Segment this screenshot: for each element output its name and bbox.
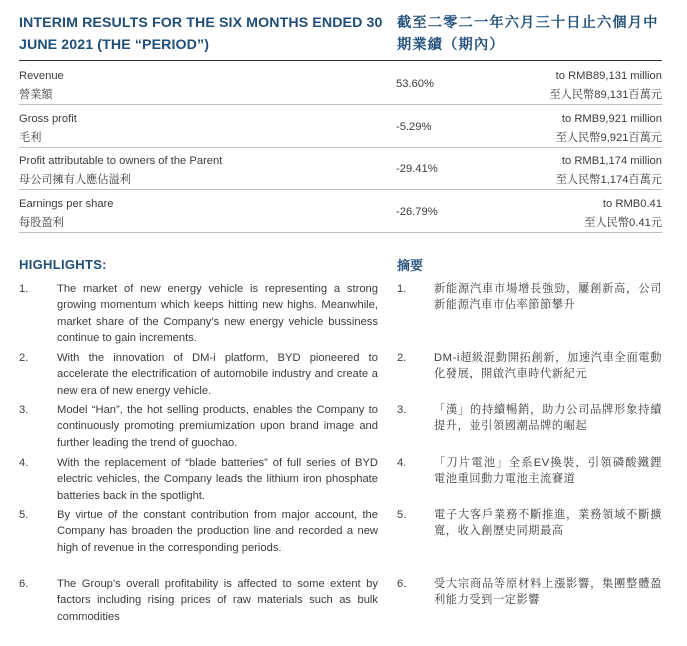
row-amount-zh: 至人民幣1,174百萬元 — [555, 174, 662, 186]
highlight-text-zh: DM-i超級混動開拓創新，加速汽車全面電動化發展，開啟汽車時代新紀元 — [434, 352, 662, 381]
header-title-en: INTERIM RESULTS FOR THE SIX MONTHS ENDED 30 JUNE 2021 (THE “PERIOD”) — [19, 15, 383, 53]
row-change: -5.29% — [396, 121, 432, 133]
highlight-text-zh: 「漢」的持續暢銷，助力公司品牌形象持續提升，並引領國潮品牌的崛起 — [434, 404, 662, 433]
highlight-number: 4. — [19, 457, 29, 469]
highlight-text-en: The Group’s overall profitability is affected to some extent by factors including rising prices of raw materials such as bulk commodities — [57, 578, 378, 623]
row-label-en: Revenue — [19, 70, 64, 82]
highlight-number-zh: 1. — [397, 283, 407, 295]
row-change: 53.60% — [396, 78, 434, 90]
highlight-text-en: With the innovation of DM-i platform, BYD pioneered to accelerate the electrification of automobile industry and create a new era of new energy vehicle. — [57, 352, 378, 397]
highlight-number-zh: 5. — [397, 509, 407, 521]
row-amount-en: to RMB1,174 million — [561, 155, 662, 167]
highlight-number: 5. — [19, 509, 29, 521]
highlight-number: 3. — [19, 404, 29, 416]
row-label-zh: 母公司擁有人應佔溢利 — [19, 174, 131, 186]
highlight-text-en: The market of new energy vehicle is representing a strong growing momentum which keeps hitting new highs. Meanwhile, market share of the Company’s new energy vehicle bussiness continue to gain increments. — [57, 283, 378, 345]
highlights-heading-en: HIGHLIGHTS: — [19, 257, 107, 272]
row-label-zh: 營業額 — [19, 89, 53, 101]
highlight-number-zh: 2. — [397, 352, 407, 364]
row-label-zh: 每股盈利 — [19, 217, 64, 229]
row-amount-zh: 至人民幣9,921百萬元 — [555, 132, 662, 144]
row-amount-en: to RMB9,921 million — [561, 113, 662, 125]
row-amount-en: to RMB0.41 — [602, 198, 662, 210]
highlight-text-zh: 受大宗商品等原材料上漲影響，集團整體盈利能力受到一定影響 — [434, 578, 662, 607]
highlight-number-zh: 4. — [397, 457, 407, 469]
results-row-revenue — [19, 62, 662, 105]
row-label-en: Earnings per share — [19, 198, 114, 210]
highlight-text-en: Model “Han”, the hot selling products, enables the Company to continuously promoting premiumization upon brand image and further leading the trend of guochao. — [57, 404, 378, 449]
results-row-eps — [19, 190, 662, 233]
highlight-text-en: By virtue of the constant contribution from major account, the Company has broaden the production line and recorded a new high of revenue in the corresponding periods. — [57, 509, 378, 554]
highlight-number: 2. — [19, 352, 29, 364]
highlight-number: 6. — [19, 578, 29, 590]
row-label-zh: 毛利 — [19, 132, 42, 144]
header-rule — [19, 60, 662, 61]
highlight-number-zh: 6. — [397, 578, 407, 590]
row-amount-zh: 至人民幣0.41元 — [584, 217, 662, 229]
highlights-heading-zh: 摘要 — [397, 258, 424, 273]
row-amount-en: to RMB89,131 million — [555, 70, 662, 82]
highlight-number-zh: 3. — [397, 404, 407, 416]
header-title-zh: 截至二零二一年六月三十日止六個月中期業績（期內） — [397, 15, 659, 53]
highlight-text-zh: 「刀片電池」全系EV換裝，引領磷酸鐵鋰電池重回動力電池主流賽道 — [434, 457, 662, 486]
highlight-text-zh: 電子大客戶業務不斷推進，業務領域不斷擴寬，收入創歷史同期最高 — [434, 509, 662, 538]
highlight-text-en: With the replacement of “blade batteries” of full series of BYD electric vehicles, the Company leads the lithium iron phosphate batteries back in the spotlight. — [57, 457, 378, 502]
results-row-profit-owners — [19, 147, 662, 190]
row-amount-zh: 至人民幣89,131百萬元 — [549, 89, 662, 101]
results-row-gross-profit — [19, 105, 662, 148]
row-label-en: Profit attributable to owners of the Parent — [19, 155, 223, 167]
row-change: -26.79% — [396, 206, 438, 218]
row-label-en: Gross profit — [19, 113, 77, 125]
highlight-number: 1. — [19, 283, 29, 295]
highlight-text-zh: 新能源汽車市場增長強勁，屢創新高，公司新能源汽車市佔率節節攀升 — [434, 283, 662, 312]
row-change: -29.41% — [396, 163, 438, 175]
